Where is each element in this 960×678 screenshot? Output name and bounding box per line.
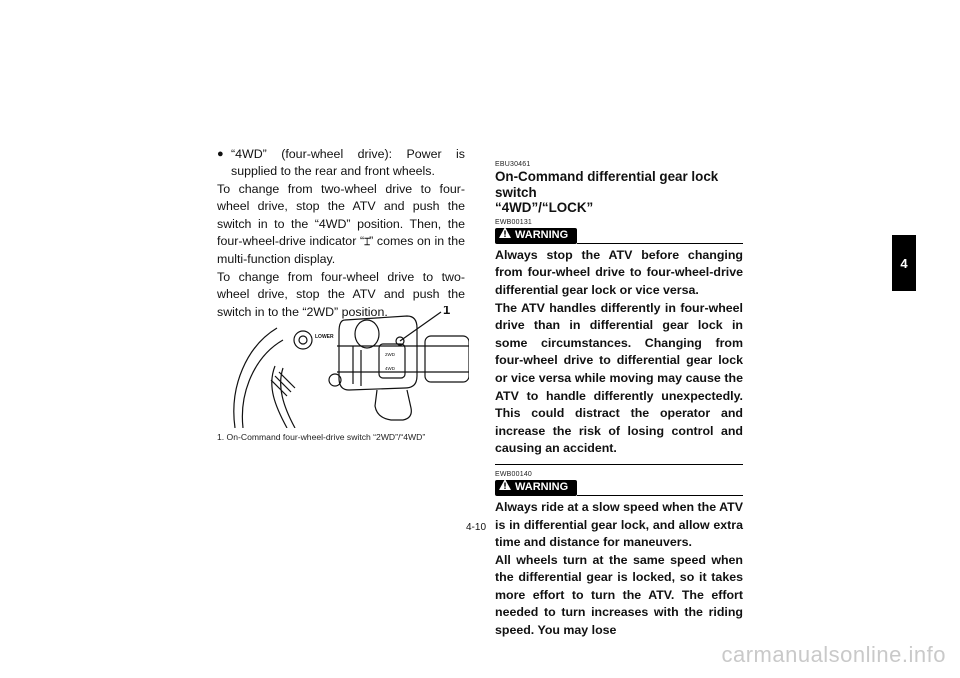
warning-triangle-icon	[495, 478, 515, 497]
warning1-code: EWB00131	[495, 218, 533, 226]
handlebar-switch-drawing	[217, 306, 469, 428]
paragraph-to-4wd	[217, 181, 465, 269]
paragraph-to-2wd: To change from four-wheel drive to two-wheel drive, stop the ATV and push the switch in to the “2WD” position.	[217, 269, 465, 319]
bullet-icon: ●	[217, 148, 224, 160]
warning1-paragraph1: Always stop the ATV before changing from four-wheel drive to four-wheel-drive differential gear lock or vice versa.	[495, 247, 743, 297]
watermark: carmanualsonline.info	[721, 642, 946, 667]
lower-label: LOWER	[315, 334, 334, 340]
warning1-header	[495, 228, 743, 245]
switch-label-4wd: 4WD	[385, 366, 395, 371]
bullet-4wd	[217, 146, 465, 181]
four-wheel-drive-indicator-icon: ⌶	[364, 237, 370, 249]
warning-label: WARNING	[515, 229, 569, 242]
warning2-header	[495, 480, 743, 497]
warning-triangle-icon	[495, 226, 515, 245]
paragraph-to-4wd-part-b: ” comes on in the multi-function display.	[217, 234, 465, 267]
warning1-end-rule	[495, 464, 743, 465]
warning2-paragraph2: All wheels turn at the same speed when the differential gear is locked, so it takes more effort to turn the ATV. The effort needed to turn increases with the riding speed. You may lose	[495, 552, 743, 638]
switch-label-2wd: 2WD	[385, 352, 395, 357]
warning-divider	[577, 495, 743, 496]
figure-caption: 1. On-Command four-wheel-drive switch “2WD”/“4WD”	[217, 432, 426, 442]
chapter-tab: 4	[892, 235, 916, 291]
warning2-code: EWB00140	[495, 470, 533, 478]
paragraph-to-4wd-part-a: To change from two-wheel drive to four-wheel drive, stop the ATV and push the switch in to the “4WD” position. Then, the four-wheel-drive indicator “	[217, 181, 465, 249]
section-code: EBU30461	[495, 161, 531, 168]
warning-badge	[495, 228, 577, 244]
bullet-text: “4WD” (four-wheel drive): Power is supplied to the rear and front wheels.	[231, 147, 465, 179]
page-number: 4-10	[466, 522, 487, 533]
switch-illustration	[217, 306, 469, 428]
warning1-paragraph2: The ATV handles differently in four-wheel drive than in differential gear lock in some circumstances. Changing from four-wheel drive to differential gear lock or vice versa while moving may cause the ATV to handle differently unexpectedly. This could distract the operator and increase the risk of losing control and causing an accident.	[495, 300, 743, 456]
warning2-paragraph1: Always ride at a slow speed when the ATV is in differential gear lock, and allow extra time and distance for maneuvers.	[495, 499, 743, 550]
section-heading-line1: On-Command differential gear lock switch	[495, 169, 719, 200]
section-heading-line2: “4WD”/“LOCK”	[495, 200, 594, 216]
left-column	[217, 146, 465, 321]
warning-badge	[495, 480, 577, 496]
callout-number: 1	[443, 306, 451, 317]
right-column	[495, 160, 743, 640]
warning-divider	[577, 243, 743, 244]
warning-label: WARNING	[515, 481, 569, 494]
